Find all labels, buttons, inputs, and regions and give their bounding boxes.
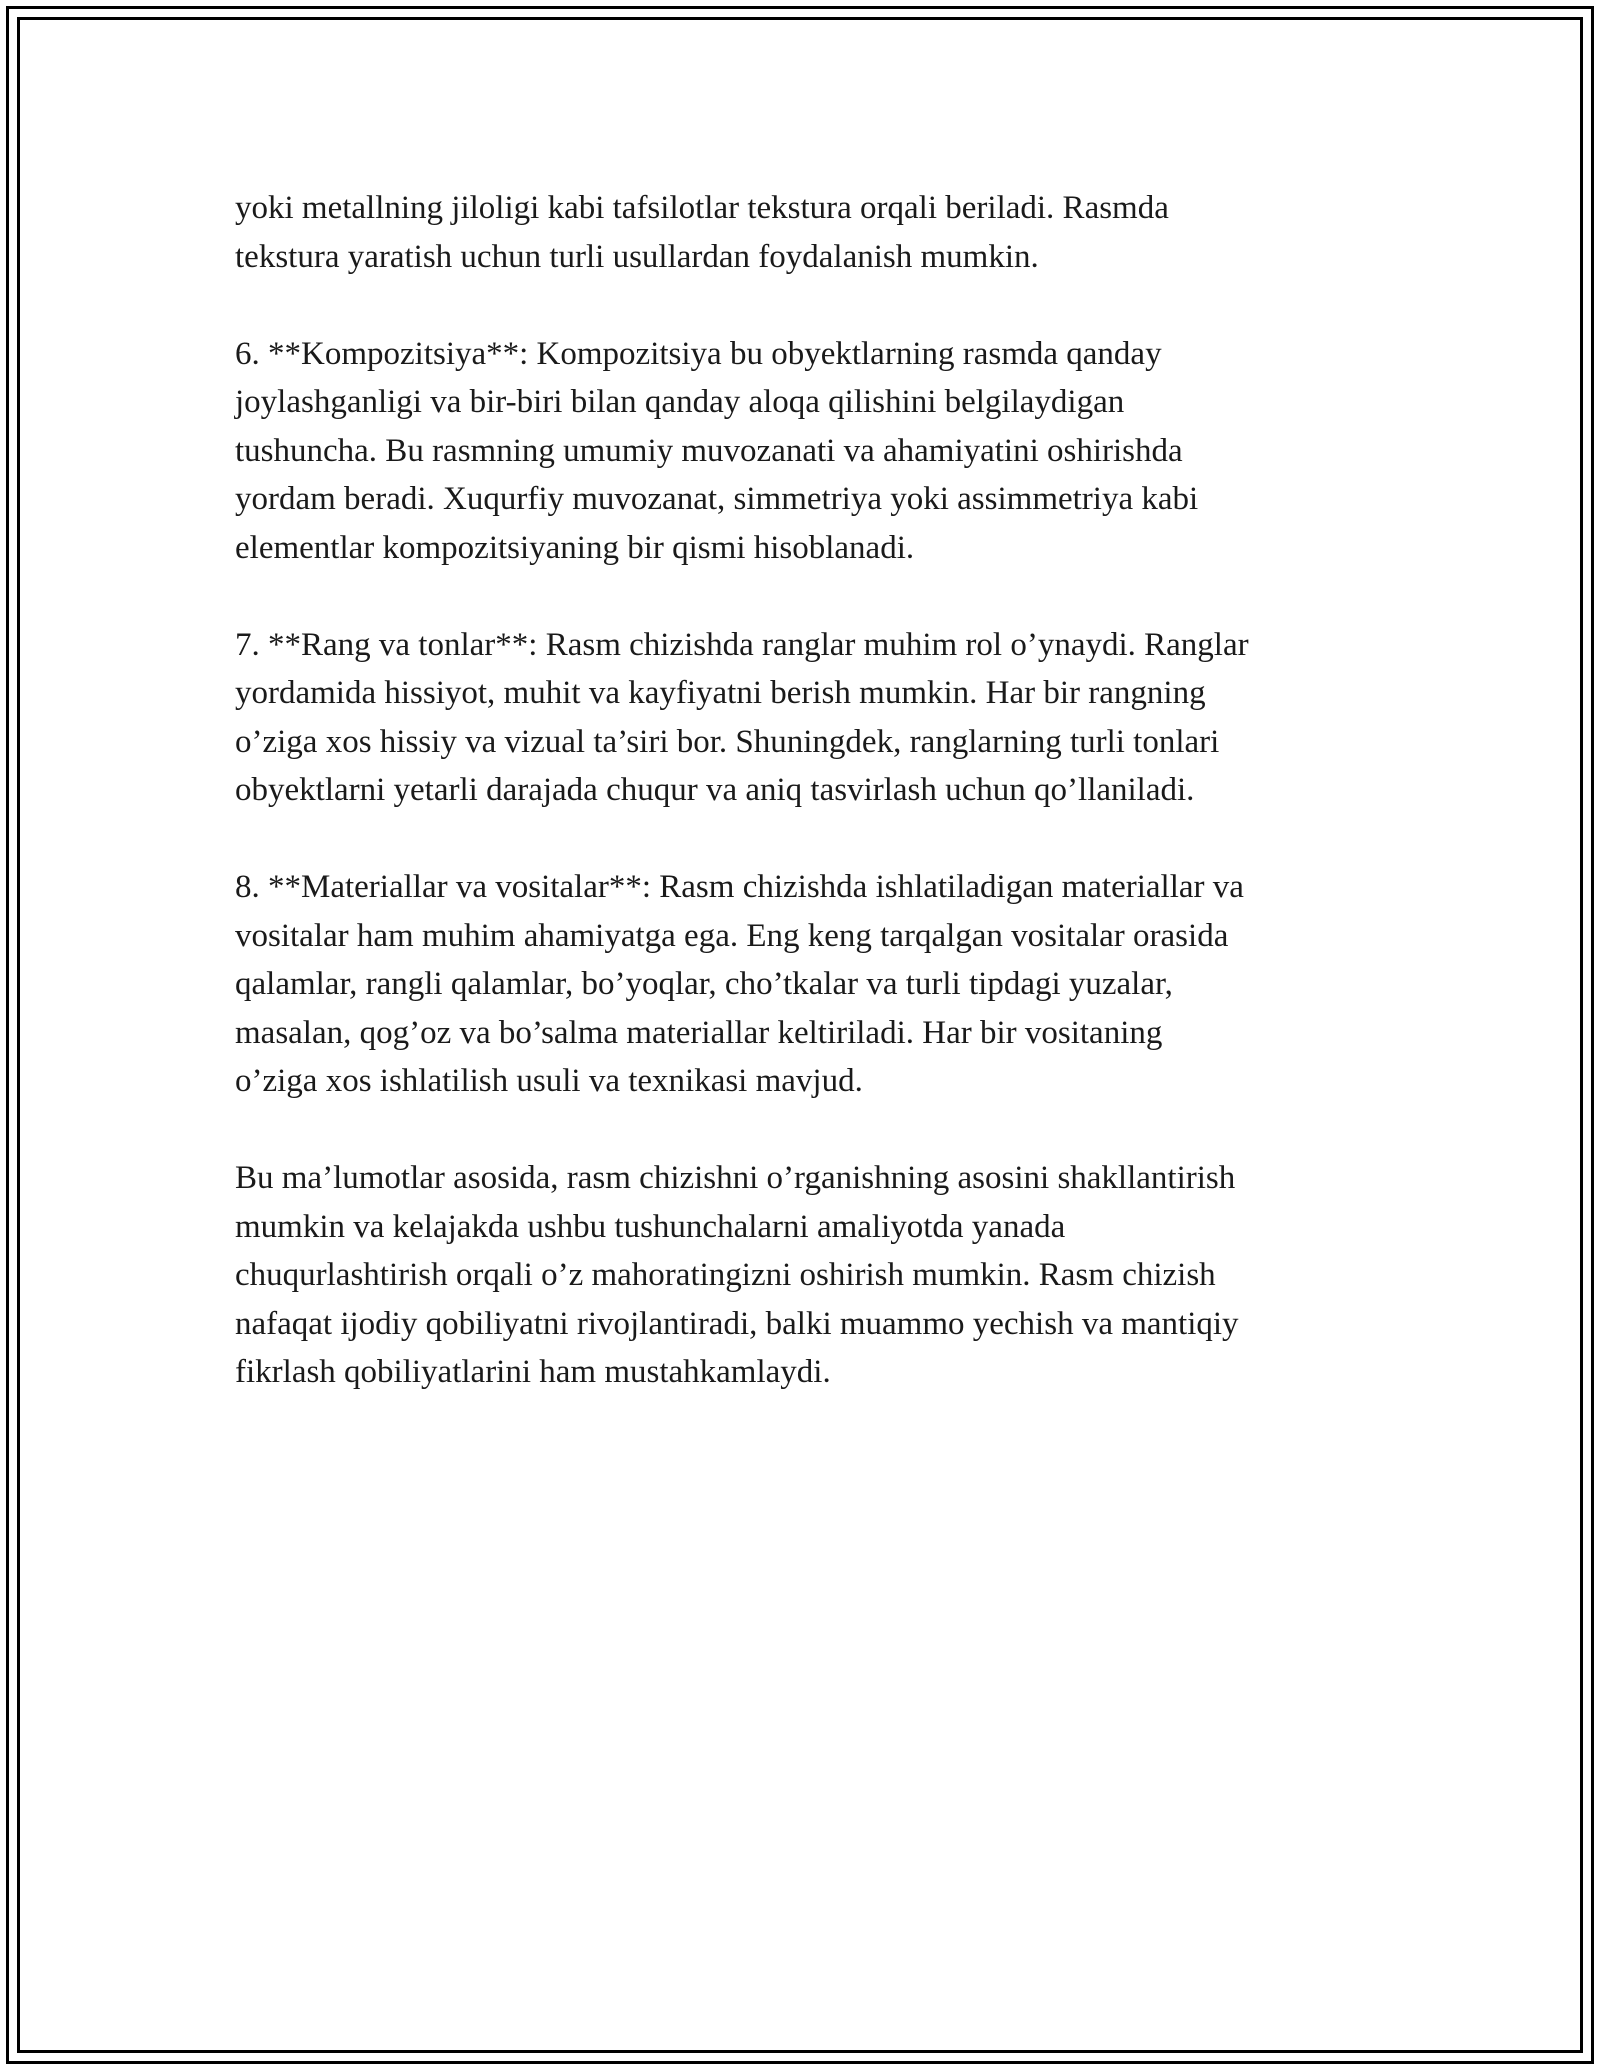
- paragraph-materials-and-tools: 8. **Materiallar va vositalar**: Rasm chizishda ishlatiladigan materiallar va vositalar ham muhim ahamiyatga ega. Eng keng tarqalgan vositalar orasida qalamlar, rangli qalamlar, bo’yoqlar, cho’tkalar va turli tipdagi yuzalar, masalan, qog’oz va bo’salma materiallar keltiriladi. Har bir vositaning o’ziga xos ishlatilish usuli va texnikasi mavjud.: [235, 869, 1244, 1099]
- paragraph-color-and-tones: 7. **Rang va tonlar**: Rasm chizishda ranglar muhim rol o’ynaydi. Ranglar yordamida hissiyot, muhit va kayfiyatni berish mumkin. Har bir rangning o’ziga xos hissiy va vizual ta’siri bor. Shuningdek, ranglarning turli tonlari obyektlarni yetarli darajada chuqur va aniq tasvirlash uchun qo’llaniladi.: [235, 626, 1249, 808]
- paragraph-composition: 6. **Kompozitsiya**: Kompozitsiya bu obyektlarning rasmda qanday joylashganligi va bir-biri bilan qanday aloqa qilishini belgilaydigan tushuncha. Bu rasmning umumiy muvozanati va ahamiyatini oshirishda yordam beradi. Xuqurfiy muvozanat, simmetriya yoki assimmetriya kabi elementlar kompozitsiyaning bir qismi hisoblanadi.: [235, 335, 1199, 566]
- document-body: [235, 184, 1375, 1445]
- paragraph-conclusion: Bu ma’lumotlar asosida, rasm chizishni o’rganishning asosini shakllantirish mumkin va kelajakda ushbu tushunchalarni amaliyotda yanada chuqurlashtirish orqali o’z mahoratingizni oshirish mumkin. Rasm chizish nafaqat ijodiy qobiliyatni rivojlantiradi, balki muammo yechish va mantiqiy fikrlash qobiliyatlarini ham mustahkamlaydi.: [235, 1160, 1239, 1390]
- paragraph-texture-continuation: yoki metallning jiloligi kabi tafsilotlar tekstura orqali beriladi. Rasmda tekstura yaratish uchun turli usullardan foydalanish mumkin.: [235, 190, 1169, 275]
